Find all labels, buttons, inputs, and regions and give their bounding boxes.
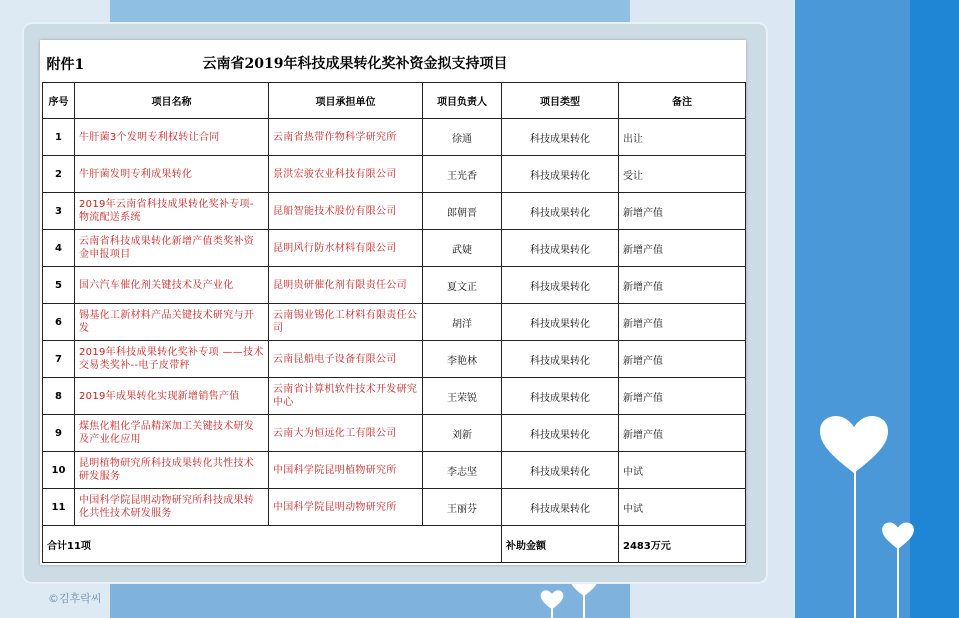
- row-number: 8: [43, 378, 75, 415]
- row-number: 2: [43, 156, 75, 193]
- project-leader: 王丽芬: [423, 489, 502, 526]
- header-project-name: 项目名称: [75, 83, 269, 119]
- row-number: 7: [43, 341, 75, 378]
- total-row: [43, 526, 746, 563]
- row-number: 10: [43, 452, 75, 489]
- attachment-label: 附件1: [46, 57, 85, 73]
- project-note: 新增产值: [619, 267, 746, 304]
- project-leader: 王荣锐: [423, 378, 502, 415]
- project-note: 中试: [619, 489, 746, 526]
- project-type: 科技成果转化: [502, 452, 619, 489]
- project-unit: 景洪宏骏农业科技有限公司: [269, 156, 423, 193]
- project-unit: 云南大为恒远化工有限公司: [269, 415, 423, 452]
- project-note: 受让: [619, 156, 746, 193]
- table-row: [43, 156, 746, 193]
- table-row: [43, 415, 746, 452]
- header-type: 项目类型: [502, 83, 619, 119]
- row-number: 4: [43, 230, 75, 267]
- project-type: 科技成果转化: [502, 378, 619, 415]
- project-name: 煤焦化粗化学品精深加工关键技术研发及产业化应用: [75, 415, 269, 452]
- table-row: [43, 193, 746, 230]
- table-row: [43, 119, 746, 156]
- document-title: 云南省2019年科技成果转化奖补资金拟支持项目: [202, 56, 508, 72]
- table-row: [43, 341, 746, 378]
- project-unit: 云南省热带作物科学研究所: [269, 119, 423, 156]
- table-row: [43, 378, 746, 415]
- project-note: 出让: [619, 119, 746, 156]
- project-name: 2019年云南省科技成果转化奖补专项-物流配送系统: [75, 193, 269, 230]
- project-unit: 昆明贵研催化剂有限责任公司: [269, 267, 423, 304]
- project-leader: 郎朝晋: [423, 193, 502, 230]
- table-row: [43, 452, 746, 489]
- table-row: [43, 230, 746, 267]
- header-leader: 项目负责人: [423, 83, 502, 119]
- row-number: 3: [43, 193, 75, 230]
- project-name: 2019年成果转化实现新增销售产值: [75, 378, 269, 415]
- project-name: 云南省科技成果转化新增产值类奖补资金申报项目: [75, 230, 269, 267]
- project-note: 新增产值: [619, 378, 746, 415]
- table-row: [43, 489, 746, 526]
- project-unit: 昆明风行防水材料有限公司: [269, 230, 423, 267]
- project-leader: 徐通: [423, 119, 502, 156]
- table-row: [43, 267, 746, 304]
- project-note: 新增产值: [619, 341, 746, 378]
- header-unit: 项目承担单位: [269, 83, 423, 119]
- project-type: 科技成果转化: [502, 230, 619, 267]
- project-note: 新增产值: [619, 193, 746, 230]
- header-no: 序号: [43, 83, 75, 119]
- project-type: 科技成果转化: [502, 267, 619, 304]
- row-number: 5: [43, 267, 75, 304]
- title-cell: [43, 42, 746, 83]
- project-type: 科技成果转化: [502, 415, 619, 452]
- project-type: 科技成果转化: [502, 156, 619, 193]
- project-type: 科技成果转化: [502, 304, 619, 341]
- project-unit: 云南昆船电子设备有限公司: [269, 341, 423, 378]
- project-note: 新增产值: [619, 415, 746, 452]
- project-note: 新增产值: [619, 304, 746, 341]
- heart-stem: [854, 455, 856, 618]
- amount-label: 补助金额: [502, 526, 619, 563]
- project-leader: 胡洋: [423, 304, 502, 341]
- project-type: 科技成果转化: [502, 193, 619, 230]
- row-number: 6: [43, 304, 75, 341]
- project-unit: 昆船智能技术股份有限公司: [269, 193, 423, 230]
- table-header-row: [43, 83, 746, 119]
- heart-stem: [897, 545, 899, 618]
- table-row: [43, 304, 746, 341]
- project-note: 中试: [619, 452, 746, 489]
- project-leader: 夏文正: [423, 267, 502, 304]
- row-number: 1: [43, 119, 75, 156]
- project-type: 科技成果转化: [502, 489, 619, 526]
- project-table: [42, 42, 746, 563]
- project-leader: 李艳林: [423, 341, 502, 378]
- background-center-top: [110, 0, 630, 22]
- background-right-dark: [910, 0, 959, 618]
- project-unit: 云南锡业锡化工材料有限责任公司: [269, 304, 423, 341]
- project-leader: 王光香: [423, 156, 502, 193]
- project-name: 国六汽车催化剂关键技术及产业化: [75, 267, 269, 304]
- project-name: 2019年科技成果转化奖补专项 ——技术交易类奖补--电子皮带秤: [75, 341, 269, 378]
- project-name: 昆明植物研究所科技成果转化共性技术研发服务: [75, 452, 269, 489]
- title-row: [43, 42, 746, 83]
- amount-value: 2483万元: [619, 526, 746, 563]
- header-note: 备注: [619, 83, 746, 119]
- project-leader: 武婕: [423, 230, 502, 267]
- project-unit: 中国科学院昆明动物研究所: [269, 489, 423, 526]
- project-name: 中国科学院昆明动物研究所科技成果转化共性技术研发服务: [75, 489, 269, 526]
- project-name: 牛肝菌发明专利成果转化: [75, 156, 269, 193]
- project-unit: 云南省计算机软件技术开发研究中心: [269, 378, 423, 415]
- table-body: [43, 119, 746, 526]
- project-leader: 刘新: [423, 415, 502, 452]
- row-number: 11: [43, 489, 75, 526]
- row-number: 9: [43, 415, 75, 452]
- project-leader: 李志坚: [423, 452, 502, 489]
- project-note: 新增产值: [619, 230, 746, 267]
- heart-icon: [818, 415, 890, 475]
- project-unit: 中国科学院昆明植物研究所: [269, 452, 423, 489]
- total-label: 合计11项: [43, 526, 502, 563]
- heart-icon: [880, 522, 916, 550]
- project-type: 科技成果转化: [502, 119, 619, 156]
- project-name: 牛肝菌3个发明专利权转让合同: [75, 119, 269, 156]
- project-type: 科技成果转化: [502, 341, 619, 378]
- heart-icon: [539, 590, 565, 610]
- watermark: ©김후락씨: [48, 592, 102, 605]
- project-name: 锡基化工新材料产品关键技术研究与开发: [75, 304, 269, 341]
